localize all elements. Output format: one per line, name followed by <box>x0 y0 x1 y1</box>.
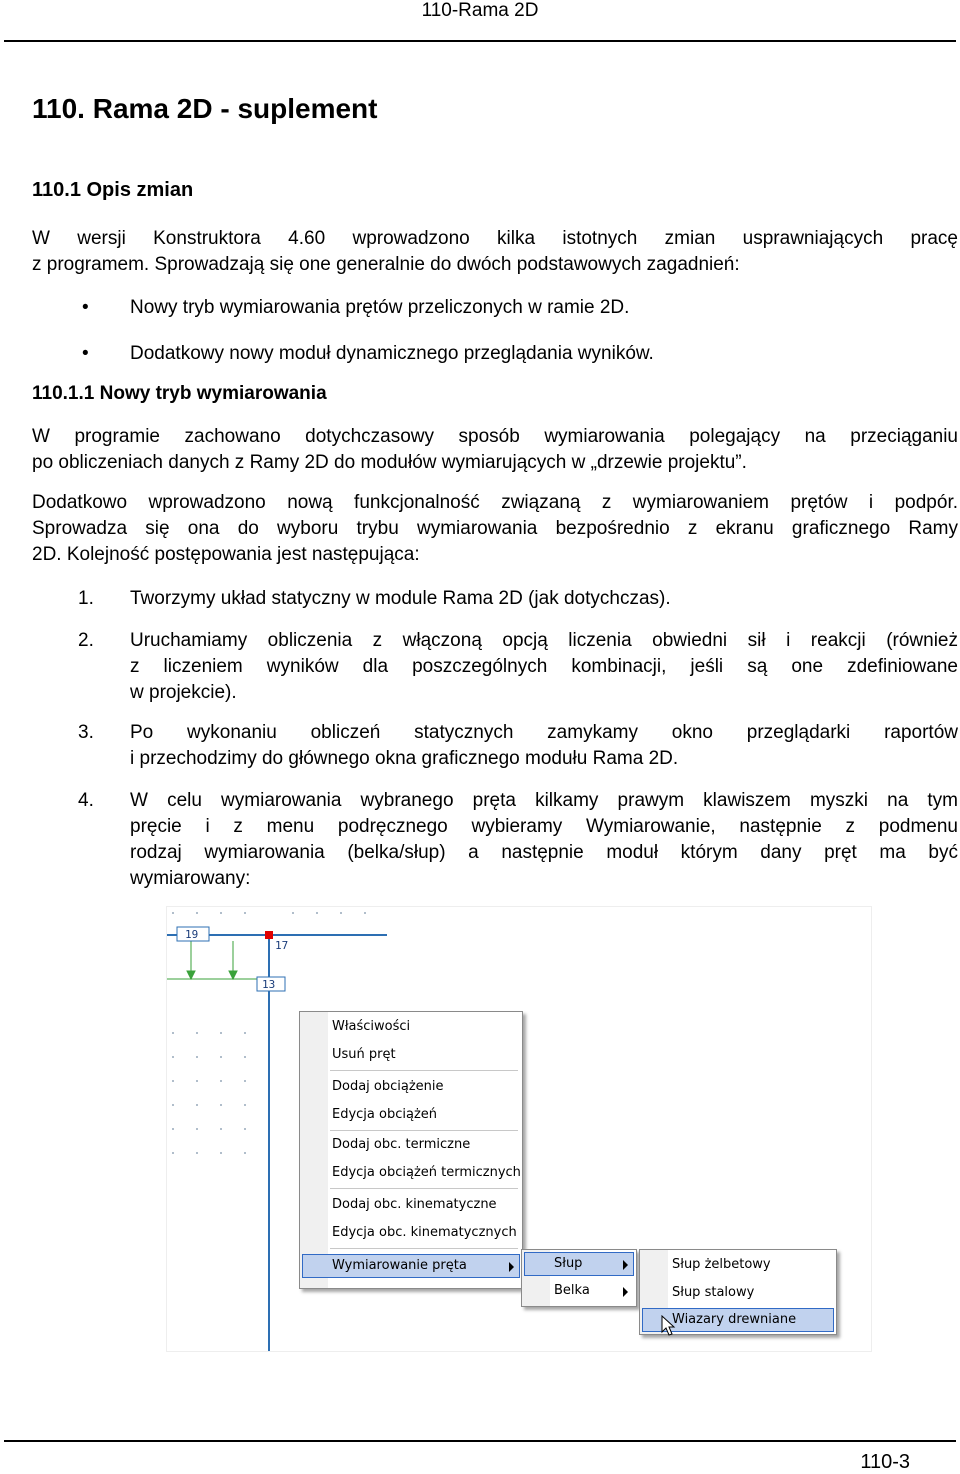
step-item <box>78 628 958 706</box>
bullet-item <box>82 296 630 320</box>
menu-separator <box>330 1188 518 1189</box>
menu-item-delete-bar[interactable]: Usuń pręt <box>332 1047 396 1062</box>
menu-item-edit-loads[interactable]: Edycja obciążeń <box>332 1107 438 1122</box>
step-line: Po wykonaniu obliczeń statycznych zamykamy okno przeglądarki raportów <box>130 722 958 743</box>
selected-node <box>265 931 273 939</box>
menu-separator <box>330 1248 518 1249</box>
running-header: 110-Rama 2D <box>421 0 539 21</box>
section-heading: 110.1 Opis zmian <box>32 179 194 201</box>
intro-line-2: z programem. Sprowadzają się one generalnie do dwóch podstawowych zagadnień: <box>32 254 740 275</box>
step-line: Uruchamiamy obliczenia z włączoną opcją liczenia obwiedni sił i reakcji (również <box>130 630 958 651</box>
step-line: Tworzymy układ statyczny w module Rama 2D (jak dotychczas). <box>130 588 671 609</box>
bullet-item <box>82 342 654 366</box>
intro-paragraph <box>32 226 958 278</box>
submenu-arrow-icon <box>509 1262 514 1272</box>
step-item <box>78 720 958 772</box>
para1-line-1: W programie zachowano dotychczasowy sposób wymiarowania polegający na przeciąganiu <box>32 426 958 447</box>
step-number: 1. <box>78 588 94 609</box>
menu-item-edit-thermal-loads[interactable]: Edycja obciążeń termicznych <box>332 1165 521 1180</box>
menu-item-rc-column[interactable]: Słup żelbetowy <box>672 1257 771 1272</box>
step-number: 4. <box>78 790 94 811</box>
rama2d-screenshot <box>166 906 872 1352</box>
paragraph-1 <box>32 424 958 476</box>
step-item <box>78 586 958 612</box>
node-label-17: 17 <box>275 939 289 952</box>
submenu-arrow-icon <box>623 1287 628 1297</box>
menu-item-properties[interactable]: Właściwości <box>332 1019 411 1034</box>
menu-item-add-thermal-load[interactable]: Dodaj obc. termiczne <box>332 1137 471 1152</box>
step-line: z liczeniem wyników dla poszczególnych kombinacji, jeśli są one zdefiniowane <box>130 656 958 677</box>
menu-item-steel-column[interactable]: Słup stalowy <box>672 1285 755 1300</box>
menu-item-column[interactable]: Słup <box>554 1256 583 1271</box>
submenu-member-type <box>521 1249 637 1307</box>
menu-item-edit-kinematic-loads[interactable]: Edycja obc. kinematycznych <box>332 1225 517 1240</box>
page-number: 110-3 <box>860 1451 910 1473</box>
menu-separator <box>330 1070 518 1071</box>
step-item <box>78 788 958 892</box>
para2-line-3: 2D. Kolejność postępowania jest następująca: <box>32 544 420 565</box>
menu-item-timber-trusses[interactable]: Wiazary drewniane <box>672 1312 797 1327</box>
chapter-heading: 110. Rama 2D - suplement <box>32 93 378 124</box>
bullet-text: Dodatkowy nowy moduł dynamicznego przeglądania wyników. <box>130 343 654 364</box>
mouse-cursor-icon <box>661 1315 677 1337</box>
para1-line-2: po obliczeniach danych z Ramy 2D do modułów wymiarujących w „drzewie projektu”. <box>32 452 747 473</box>
step-line: pręcie i z menu podręcznego wybieramy Wymiarowanie, następnie z podmenu <box>130 816 958 837</box>
submenu-arrow-icon <box>623 1260 628 1270</box>
bar-label-19: 19 <box>185 928 199 941</box>
step-number: 3. <box>78 722 94 743</box>
subsection-heading: 110.1.1 Nowy tryb wymiarowania <box>32 383 327 404</box>
footer-divider <box>4 1440 956 1442</box>
bullet-icon: • <box>82 343 89 364</box>
step-line: i przechodzimy do głównego okna graficznego modułu Rama 2D. <box>130 748 679 769</box>
step-line: rodzaj wymiarowania (belka/słup) a następnie moduł którym dany pręt ma być <box>130 842 958 863</box>
menu-item-dimension-bar[interactable]: Wymiarowanie pręta <box>332 1258 467 1273</box>
menu-item-add-load[interactable]: Dodaj obciążenie <box>332 1079 444 1094</box>
para2-line-1: Dodatkowo wprowadzono nową funkcjonalność związaną z wymiarowaniem prętów i podpór. <box>32 492 958 513</box>
para2-line-2: Sprowadza się ona do wyboru trybu wymiarowania bezpośrednio z ekranu graficznego Ramy <box>32 518 958 539</box>
header-divider <box>4 40 956 42</box>
context-menu <box>299 1011 523 1289</box>
step-line: wymiarowany: <box>130 868 251 889</box>
bullet-icon: • <box>82 297 89 318</box>
menu-separator <box>330 1130 518 1131</box>
step-number: 2. <box>78 630 94 651</box>
menu-item-beam[interactable]: Belka <box>554 1283 590 1298</box>
bullet-text: Nowy tryb wymiarowania prętów przeliczonych w ramie 2D. <box>130 297 630 318</box>
menu-item-add-kinematic-load[interactable]: Dodaj obc. kinematyczne <box>332 1197 497 1212</box>
load-arrows <box>187 941 237 979</box>
intro-line-1: W wersji Konstruktora 4.60 wprowadzono kilka istotnych zmian usprawniających pracę <box>32 228 958 249</box>
step-line: w projekcie). <box>130 682 237 703</box>
paragraph-2 <box>32 490 958 568</box>
bar-label-13: 13 <box>262 978 276 991</box>
step-line: W celu wymiarowania wybranego pręta kilkamy prawym klawiszem myszki na tym <box>130 790 958 811</box>
